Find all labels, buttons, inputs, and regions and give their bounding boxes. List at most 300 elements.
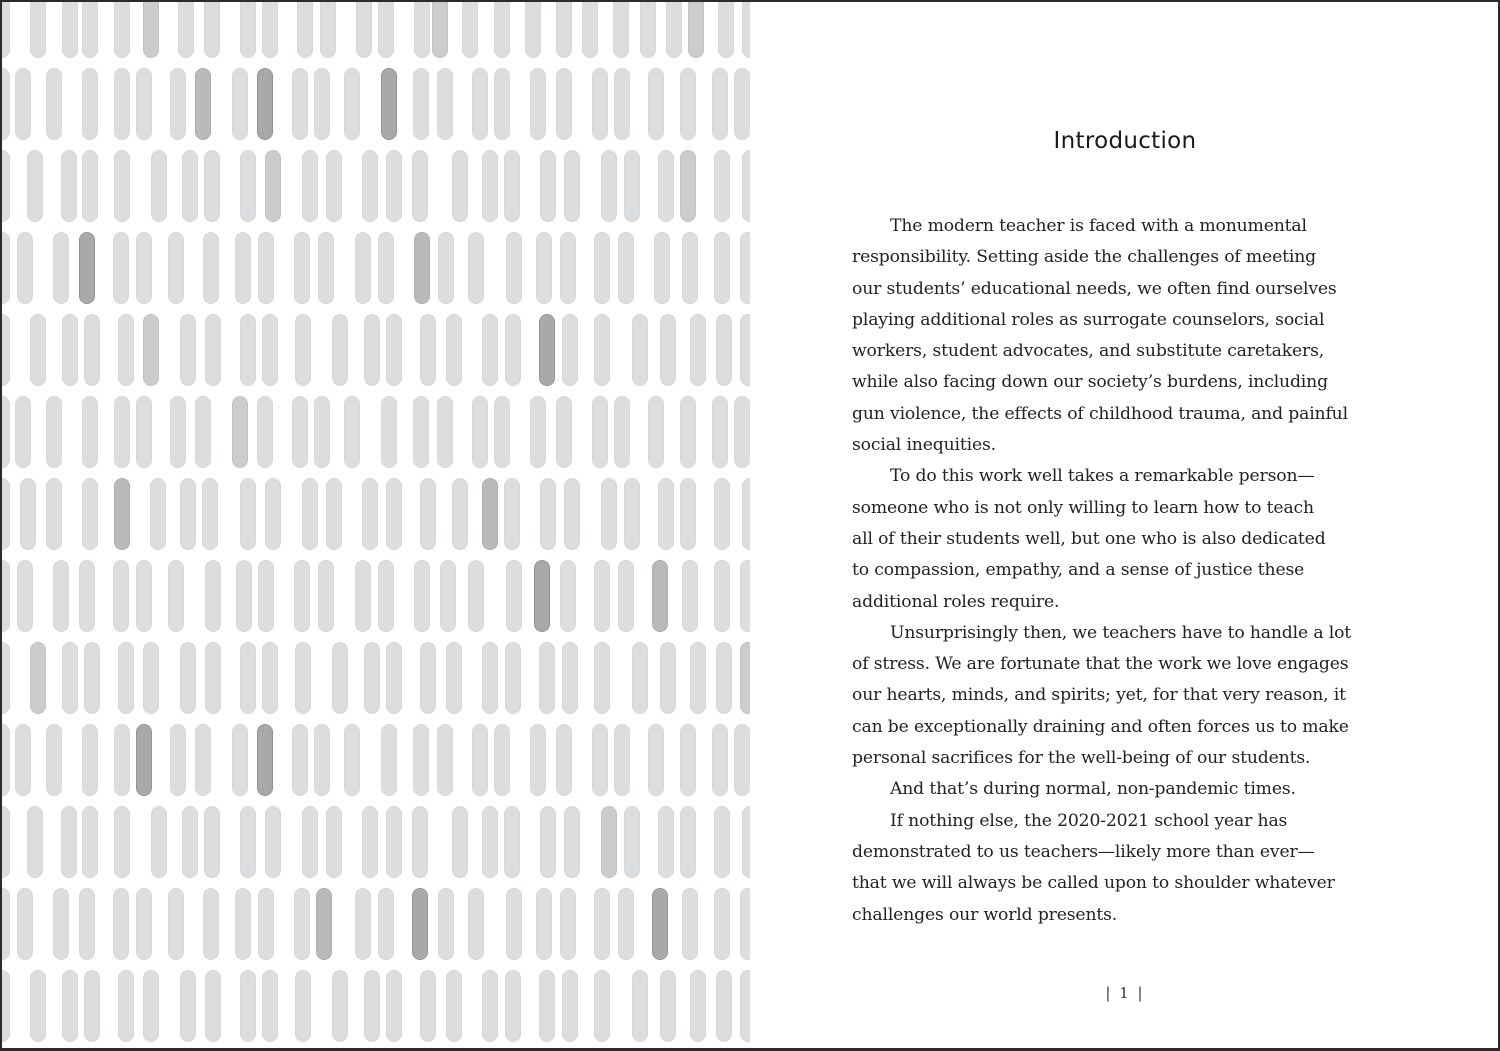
pattern-pill: [506, 560, 522, 632]
pattern-pill: [564, 806, 580, 878]
pattern-pill: [61, 806, 77, 878]
pattern-pill: [316, 888, 332, 960]
pattern-pill: [381, 396, 397, 468]
pattern-pill: [539, 642, 555, 714]
pattern-pill: [62, 0, 78, 58]
pattern-pill: [632, 970, 648, 1042]
pattern-pill: [560, 232, 576, 304]
pattern-pill: [386, 970, 402, 1042]
pattern-pill: [62, 314, 78, 386]
pattern-pill: [482, 150, 498, 222]
pattern-pill: [740, 560, 750, 632]
pattern-pill: [734, 724, 750, 796]
pattern-pill: [82, 396, 98, 468]
pattern-pill: [420, 478, 436, 550]
pattern-pill: [734, 396, 750, 468]
pattern-pill: [82, 478, 98, 550]
pattern-pill: [378, 232, 394, 304]
pattern-pill: [114, 806, 130, 878]
pattern-pill: [716, 314, 732, 386]
pattern-pill: [180, 642, 196, 714]
pattern-pill: [0, 314, 10, 386]
pattern-pill: [505, 314, 521, 386]
pattern-pill: [613, 0, 629, 58]
pattern-pill: [468, 560, 484, 632]
pattern-pill: [205, 642, 221, 714]
pattern-pill: [297, 0, 313, 58]
pattern-pill: [648, 396, 664, 468]
pattern-pill: [592, 396, 608, 468]
pattern-pill: [62, 642, 78, 714]
pattern-pill: [326, 150, 342, 222]
pattern-pill: [136, 396, 152, 468]
pattern-pill: [318, 232, 334, 304]
pattern-pill: [690, 970, 706, 1042]
text-line: workers, student advocates, and substitute caretakers,: [852, 341, 1325, 362]
pattern-pill: [82, 806, 98, 878]
pattern-pill: [53, 560, 69, 632]
pattern-pill: [539, 970, 555, 1042]
pattern-pill: [82, 68, 98, 140]
pattern-pill: [438, 232, 454, 304]
pattern-pill: [79, 560, 95, 632]
pattern-pill: [714, 478, 730, 550]
pattern-pill: [614, 68, 630, 140]
pattern-pill: [592, 724, 608, 796]
pattern-pill: [262, 314, 278, 386]
pattern-pill: [594, 314, 610, 386]
pattern-pill: [362, 478, 378, 550]
pattern-pill: [742, 0, 750, 58]
pattern-pill: [356, 0, 372, 58]
pattern-pill: [150, 478, 166, 550]
pattern-pill: [180, 478, 196, 550]
pattern-pill: [0, 970, 10, 1042]
pattern-pill: [136, 888, 152, 960]
pattern-pill: [601, 150, 617, 222]
pattern-pill: [326, 806, 342, 878]
pattern-pill: [114, 0, 130, 58]
text-line: to compassion, empathy, and a sense of justice these: [852, 560, 1305, 581]
pattern-pill: [294, 888, 310, 960]
pattern-pill: [262, 0, 278, 58]
pattern-pill: [562, 642, 578, 714]
pattern-pill: [30, 0, 46, 58]
pattern-pill: [648, 68, 664, 140]
pattern-pill: [295, 642, 311, 714]
pattern-pill: [318, 560, 334, 632]
pattern-pill: [27, 806, 43, 878]
pattern-pill: [592, 68, 608, 140]
pattern-pill: [560, 560, 576, 632]
pattern-pill: [632, 314, 648, 386]
pattern-pill: [601, 806, 617, 878]
pattern-pill: [658, 150, 674, 222]
pattern-pill: [203, 888, 219, 960]
pattern-pill: [714, 150, 730, 222]
pattern-pill: [257, 724, 273, 796]
pattern-pill: [326, 478, 342, 550]
pattern-pill: [15, 396, 31, 468]
pattern-pill: [652, 888, 668, 960]
pattern-pill: [364, 314, 380, 386]
pattern-pill: [143, 970, 159, 1042]
text-line: demonstrated to us teachers—likely more than ever—: [852, 841, 1315, 862]
pattern-pill: [195, 396, 211, 468]
text-line: while also facing down our society’s burdens, including: [852, 372, 1328, 393]
pattern-pill: [240, 0, 256, 58]
pattern-pill: [386, 150, 402, 222]
paragraph: [852, 618, 1397, 774]
text-line: The modern teacher is faced with a monumental: [890, 216, 1307, 236]
pattern-pill: [202, 478, 218, 550]
pattern-pill: [294, 560, 310, 632]
pattern-pill: [204, 806, 220, 878]
pattern-pill: [432, 0, 448, 58]
pattern-pill: [378, 0, 394, 58]
pattern-pill: [690, 642, 706, 714]
pattern-pill: [562, 314, 578, 386]
pattern-pill: [437, 724, 453, 796]
pattern-pill: [0, 0, 10, 58]
pattern-pill: [420, 970, 436, 1042]
pattern-pill: [660, 970, 676, 1042]
pattern-pill: [204, 0, 220, 58]
pattern-pill: [594, 888, 610, 960]
pattern-pill: [556, 68, 572, 140]
pattern-pill: [505, 642, 521, 714]
pattern-pill: [472, 396, 488, 468]
pattern-pill: [136, 724, 152, 796]
pattern-pill: [468, 888, 484, 960]
pattern-pill: [614, 396, 630, 468]
pattern-pill: [79, 232, 95, 304]
pattern-pill: [680, 396, 696, 468]
pattern-pill: [386, 314, 402, 386]
pattern-pill: [232, 396, 248, 468]
pattern-pill: [594, 232, 610, 304]
pattern-pill: [114, 478, 130, 550]
pattern-pill: [355, 560, 371, 632]
pattern-pill: [714, 888, 730, 960]
pattern-pill: [740, 970, 750, 1042]
pattern-pill: [114, 150, 130, 222]
chapter-title: Introduction: [1053, 128, 1197, 155]
pattern-pill: [680, 478, 696, 550]
pattern-pill: [294, 232, 310, 304]
pattern-pill: [446, 314, 462, 386]
pattern-pill: [472, 68, 488, 140]
pattern-pill: [618, 232, 634, 304]
pattern-pill: [84, 970, 100, 1042]
pattern-pill: [344, 396, 360, 468]
pattern-pill: [632, 642, 648, 714]
pattern-pill: [258, 888, 274, 960]
pattern-pill: [505, 970, 521, 1042]
pattern-pill: [594, 970, 610, 1042]
pattern-pill: [594, 560, 610, 632]
pattern-pill: [0, 888, 10, 960]
pattern-pill: [257, 68, 273, 140]
pattern-pill: [143, 314, 159, 386]
pattern-pill: [180, 314, 196, 386]
text-line: of stress. We are fortunate that the work we love engages: [852, 654, 1349, 675]
pattern-pill: [362, 150, 378, 222]
pattern-pill: [332, 314, 348, 386]
pattern-pill: [414, 560, 430, 632]
pattern-pill: [539, 314, 555, 386]
pattern-pill: [262, 642, 278, 714]
pattern-pill: [235, 232, 251, 304]
pattern-pill: [682, 888, 698, 960]
pattern-pill: [240, 806, 256, 878]
pattern-pill: [618, 560, 634, 632]
pattern-pill: [46, 724, 62, 796]
pattern-pill: [556, 396, 572, 468]
pattern-pill: [381, 724, 397, 796]
pattern-pill: [114, 68, 130, 140]
pattern-pill: [682, 560, 698, 632]
pattern-pill: [560, 888, 576, 960]
pattern-pill: [680, 150, 696, 222]
pattern-pill: [302, 478, 318, 550]
pattern-pill: [712, 396, 728, 468]
pattern-pill: [265, 150, 281, 222]
pattern-pill: [468, 232, 484, 304]
pattern-pill: [472, 724, 488, 796]
pattern-pill: [660, 642, 676, 714]
pattern-pill: [540, 478, 556, 550]
pattern-pill: [136, 68, 152, 140]
text-line: responsibility. Setting aside the challenges of meeting: [852, 247, 1316, 268]
pattern-pill: [62, 970, 78, 1042]
pattern-pill: [556, 0, 572, 58]
pattern-pill: [205, 560, 221, 632]
pattern-pill: [17, 232, 33, 304]
pattern-pill: [113, 560, 129, 632]
pattern-pill: [504, 806, 520, 878]
text-line: To do this work well takes a remarkable person—: [890, 466, 1315, 487]
pattern-pill: [437, 396, 453, 468]
pattern-pill: [170, 396, 186, 468]
pattern-pill: [232, 68, 248, 140]
pattern-pill: [205, 314, 221, 386]
pattern-pill: [136, 560, 152, 632]
pattern-pill: [314, 68, 330, 140]
pattern-pill: [364, 642, 380, 714]
pattern-pill: [564, 150, 580, 222]
pattern-pill: [203, 232, 219, 304]
pattern-pill: [20, 478, 36, 550]
pattern-pill: [240, 478, 256, 550]
pattern-pill: [0, 150, 10, 222]
pattern-pill: [412, 888, 428, 960]
pattern-pill: [378, 888, 394, 960]
pattern-pill: [690, 314, 706, 386]
pattern-pill: [452, 478, 468, 550]
pattern-pill: [170, 68, 186, 140]
pattern-pill: [0, 232, 10, 304]
pattern-pill: [30, 970, 46, 1042]
pattern-pill: [666, 0, 682, 58]
pattern-pill: [437, 68, 453, 140]
pattern-pill: [82, 150, 98, 222]
pattern-pill: [714, 560, 730, 632]
pattern-pill: [295, 314, 311, 386]
pattern-pill: [624, 478, 640, 550]
pattern-pill: [292, 396, 308, 468]
pattern-pill: [314, 724, 330, 796]
pattern-pill: [314, 396, 330, 468]
pattern-pill: [482, 642, 498, 714]
pattern-pill: [658, 478, 674, 550]
pattern-pill: [740, 314, 750, 386]
pattern-pill: [332, 970, 348, 1042]
pattern-pill: [413, 68, 429, 140]
text-line: all of their students well, but one who is also dedicated: [852, 528, 1326, 549]
pattern-pill: [536, 888, 552, 960]
pattern-pill: [386, 642, 402, 714]
pattern-pill: [178, 0, 194, 58]
pattern-pill: [295, 970, 311, 1042]
pattern-pill: [143, 0, 159, 58]
pattern-pill: [0, 724, 10, 796]
pattern-pill: [494, 0, 510, 58]
pattern-pill: [258, 560, 274, 632]
pattern-pill: [438, 888, 454, 960]
pattern-pill: [0, 396, 10, 468]
pattern-pill: [594, 642, 610, 714]
pattern-pill: [446, 642, 462, 714]
pattern-pill: [46, 396, 62, 468]
pattern-pill: [452, 806, 468, 878]
pattern-pill: [506, 232, 522, 304]
pattern-pill: [494, 396, 510, 468]
pattern-pill: [624, 806, 640, 878]
pattern-pill: [740, 232, 750, 304]
pattern-pill: [482, 314, 498, 386]
pattern-pill: [412, 806, 428, 878]
pattern-pill: [413, 396, 429, 468]
pattern-pill: [740, 888, 750, 960]
pattern-pill: [640, 0, 656, 58]
pattern-pill: [0, 68, 10, 140]
pattern-pill: [53, 888, 69, 960]
pattern-pill: [46, 478, 62, 550]
pattern-pill: [680, 724, 696, 796]
pattern-pill: [258, 232, 274, 304]
pattern-pill: [302, 806, 318, 878]
pattern-pill: [742, 806, 750, 878]
body-text: [852, 211, 1397, 931]
pattern-pill: [364, 970, 380, 1042]
pattern-pill: [118, 970, 134, 1042]
pattern-pill: [414, 232, 430, 304]
pattern-pill: [265, 478, 281, 550]
pattern-pill: [680, 68, 696, 140]
pattern-pill: [84, 642, 100, 714]
pattern-pill: [440, 560, 456, 632]
pattern-pill: [530, 396, 546, 468]
pattern-pill: [446, 970, 462, 1042]
pattern-pill: [718, 0, 734, 58]
text-line: personal sacrifices for the well-being of our students.: [852, 748, 1311, 769]
pattern-pill: [118, 314, 134, 386]
pattern-pill: [582, 0, 598, 58]
pattern-pill: [540, 150, 556, 222]
pattern-pill: [540, 806, 556, 878]
pattern-pill: [151, 150, 167, 222]
pattern-pill: [712, 724, 728, 796]
pattern-pill: [378, 560, 394, 632]
pattern-pill: [180, 970, 196, 1042]
pattern-pill: [660, 314, 676, 386]
pattern-pill: [114, 724, 130, 796]
pattern-pill: [414, 0, 430, 58]
pattern-pill: [714, 806, 730, 878]
pattern-pill: [530, 724, 546, 796]
pattern-pill: [0, 642, 10, 714]
pattern-pill: [292, 68, 308, 140]
pattern-pill: [682, 232, 698, 304]
pattern-pill: [82, 0, 98, 58]
pattern-pill: [113, 232, 129, 304]
right-page: [750, 0, 1500, 1051]
pattern-pill: [658, 806, 674, 878]
pattern-pill: [452, 150, 468, 222]
pattern-pill: [420, 642, 436, 714]
pattern-pill: [525, 0, 541, 58]
pattern-pill: [0, 806, 10, 878]
text-line: Unsurprisingly then, we teachers have to handle a lot: [890, 622, 1352, 643]
pattern-pill: [482, 970, 498, 1042]
pattern-pill: [262, 970, 278, 1042]
pattern-pill: [302, 150, 318, 222]
pattern-pill: [182, 806, 198, 878]
pattern-pill: [15, 724, 31, 796]
pattern-pill: [734, 68, 750, 140]
pattern-pill: [714, 232, 730, 304]
pattern-pill: [362, 806, 378, 878]
pattern-pill: [534, 560, 550, 632]
paragraph: [852, 774, 1397, 805]
pattern-pill: [27, 150, 43, 222]
pattern-pill: [564, 478, 580, 550]
pattern-pill: [236, 560, 252, 632]
pattern-pill: [412, 150, 428, 222]
pattern-pill: [168, 232, 184, 304]
text-line: additional roles require.: [852, 591, 1060, 612]
pattern-pill: [240, 314, 256, 386]
pattern-pill: [654, 232, 670, 304]
pattern-pill: [601, 478, 617, 550]
pattern-pill: [182, 150, 198, 222]
pattern-pill: [742, 150, 750, 222]
pattern-pill: [15, 68, 31, 140]
pattern-pill: [680, 806, 696, 878]
pattern-pill: [170, 724, 186, 796]
pattern-pill: [536, 232, 552, 304]
pattern-pill: [618, 888, 634, 960]
pattern-pill: [556, 724, 572, 796]
pattern-pill: [195, 68, 211, 140]
pattern-pill: [292, 724, 308, 796]
pattern-pill: [195, 724, 211, 796]
text-line: that we will always be called upon to shoulder whatever: [852, 873, 1335, 894]
text-line: can be exceptionally draining and often forces us to make: [852, 716, 1349, 737]
paragraph: [852, 211, 1397, 461]
pattern-pill: [648, 724, 664, 796]
